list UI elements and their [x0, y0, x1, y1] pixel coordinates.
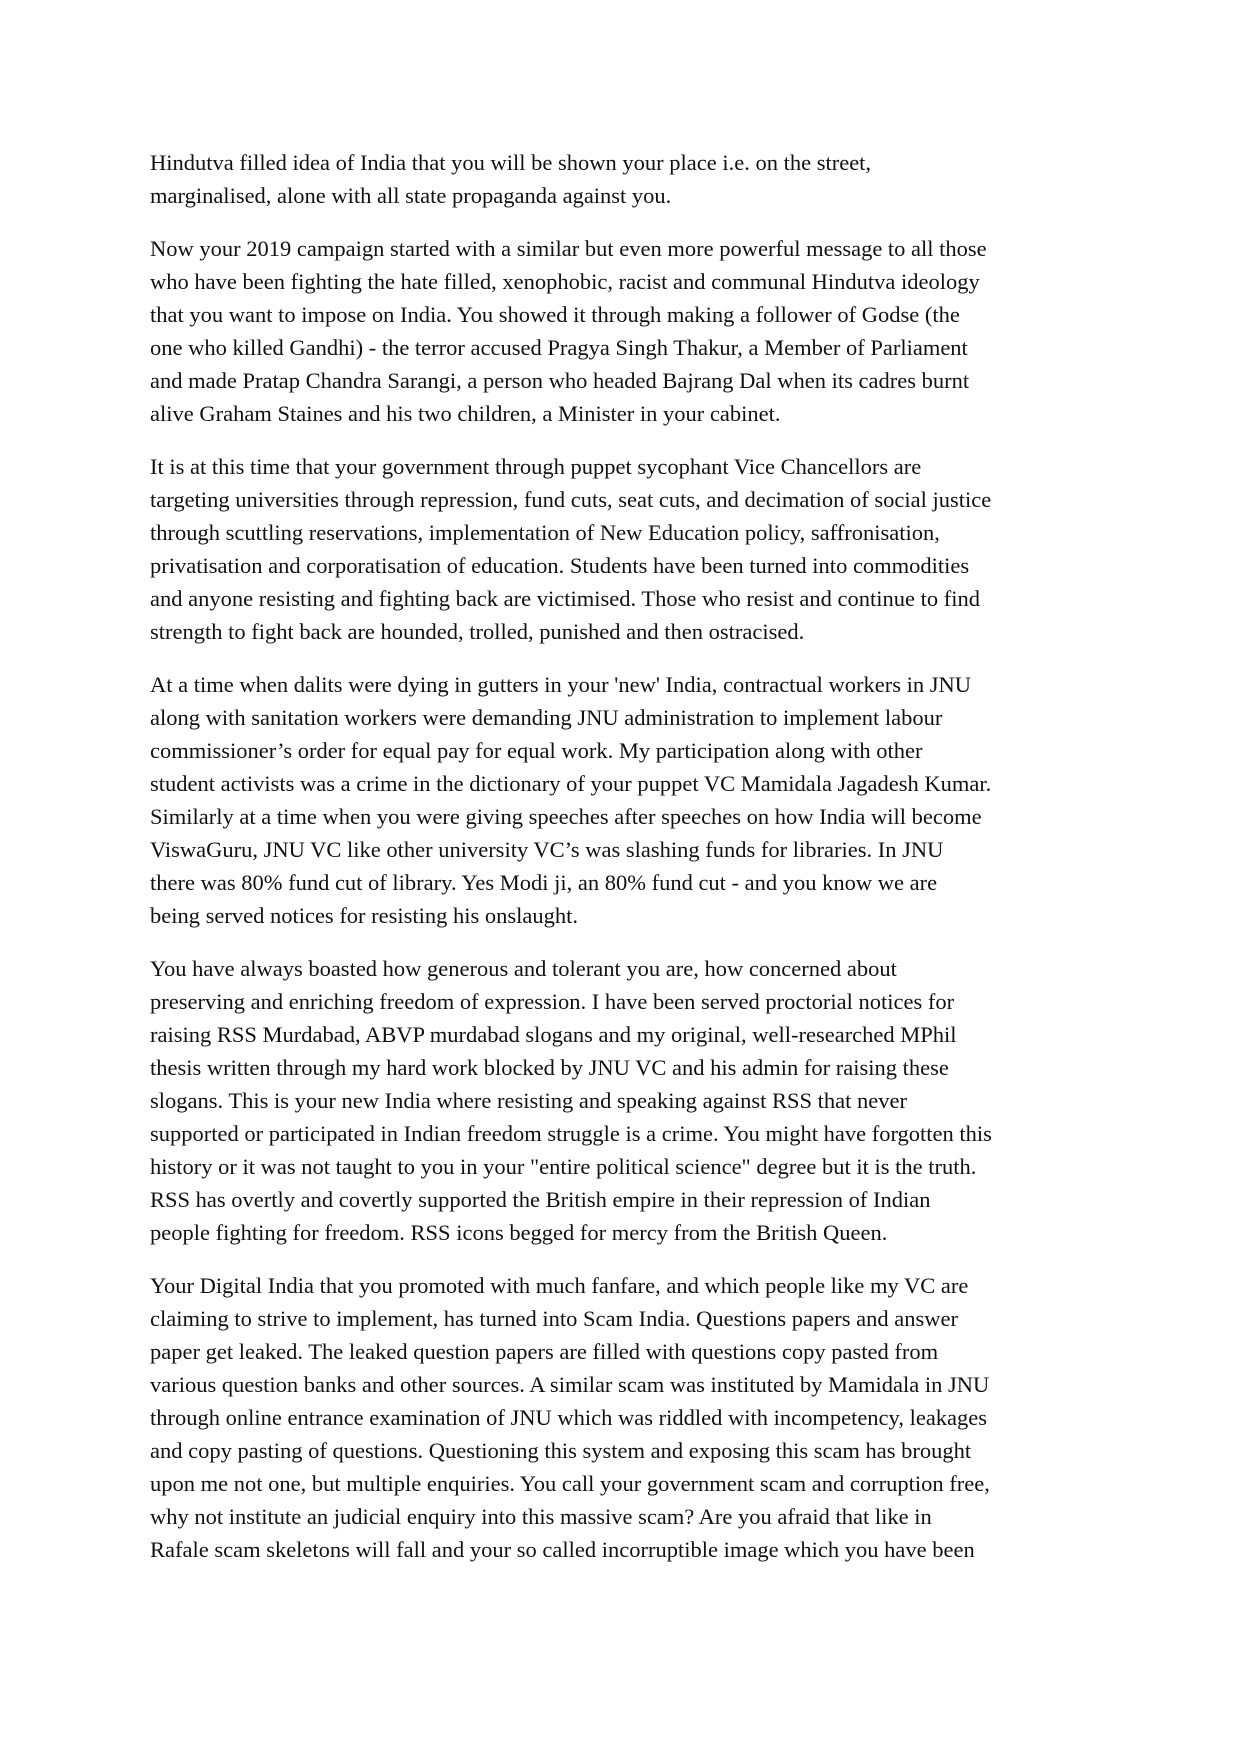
paragraph-3	[150, 450, 1110, 648]
text-line: paper get leaked. The leaked question papers are filled with questions copy pasted from	[150, 1339, 939, 1364]
text-line: marginalised, alone with all state propaganda against you.	[150, 183, 672, 208]
text-line: preserving and enriching freedom of expression. I have been served proctorial notices for	[150, 989, 955, 1014]
text-line: claiming to strive to implement, has turned into Scam India. Questions papers and answer	[150, 1306, 958, 1331]
paragraph-1	[150, 146, 1110, 212]
text-line: raising RSS Murdabad, ABVP murdabad slogans and my original, well-researched MPhil	[150, 1022, 957, 1047]
text-line: commissioner’s order for equal pay for equal work. My participation along with other	[150, 738, 923, 763]
text-line: and copy pasting of questions. Questioning this system and exposing this scam has brought	[150, 1438, 972, 1463]
text-line: and made Pratap Chandra Sarangi, a person who headed Bajrang Dal when its cadres burnt	[150, 368, 970, 393]
text-line: privatisation and corporatisation of education. Students have been turned into commodities	[150, 553, 970, 578]
letter-body	[150, 146, 1110, 1586]
text-line: and anyone resisting and fighting back are victimised. Those who resist and continue to find	[150, 586, 981, 611]
text-line: It is at this time that your government through puppet sycophant Vice Chancellors are	[150, 454, 922, 479]
text-line: being served notices for resisting his onslaught.	[150, 903, 579, 928]
text-line: Rafale scam skeletons will fall and your so called incorruptible image which you have been	[150, 1537, 975, 1562]
text-line: Similarly at a time when you were giving speeches after speeches on how India will become	[150, 804, 982, 829]
text-line: through scuttling reservations, implementation of New Education policy, saffronisation,	[150, 520, 940, 545]
text-line: there was 80% fund cut of library. Yes Modi ji, an 80% fund cut - and you know we are	[150, 870, 938, 895]
text-line: Your Digital India that you promoted with much fanfare, and which people like my VC are	[150, 1273, 969, 1298]
text-line: student activists was a crime in the dictionary of your puppet VC Mamidala Jagadesh Kumar.	[150, 771, 992, 796]
text-line: targeting universities through repression, fund cuts, seat cuts, and decimation of social justice	[150, 487, 992, 512]
text-line: through online entrance examination of JNU which was riddled with incompetency, leakages	[150, 1405, 988, 1430]
text-line: why not institute an judicial enquiry into this massive scam? Are you afraid that like in	[150, 1504, 932, 1529]
text-line: supported or participated in Indian freedom struggle is a crime. You might have forgotten this	[150, 1121, 992, 1146]
text-line: people fighting for freedom. RSS icons begged for mercy from the British Queen.	[150, 1220, 888, 1245]
text-line: that you want to impose on India. You showed it through making a follower of Godse (the	[150, 302, 960, 327]
text-line: history or it was not taught to you in your "entire political science" degree but it is the truth.	[150, 1154, 977, 1179]
text-line: ViswaGuru, JNU VC like other university VC’s was slashing funds for libraries. In JNU	[150, 837, 944, 862]
text-line: alive Graham Staines and his two children, a Minister in your cabinet.	[150, 401, 781, 426]
text-line: You have always boasted how generous and tolerant you are, how concerned about	[150, 956, 897, 981]
paragraph-4	[150, 668, 1110, 932]
text-line: upon me not one, but multiple enquiries. You call your government scam and corruption free,	[150, 1471, 990, 1496]
text-line: RSS has overtly and covertly supported the British empire in their repression of Indian	[150, 1187, 931, 1212]
paragraph-2	[150, 232, 1110, 430]
text-line: one who killed Gandhi) - the terror accused Pragya Singh Thakur, a Member of Parliament	[150, 335, 968, 360]
paragraph-6	[150, 1269, 1110, 1566]
text-line: Hindutva filled idea of India that you will be shown your place i.e. on the street,	[150, 150, 872, 175]
text-line: Now your 2019 campaign started with a similar but even more powerful message to all those	[150, 236, 987, 261]
text-line: thesis written through my hard work blocked by JNU VC and his admin for raising these	[150, 1055, 949, 1080]
text-line: who have been fighting the hate filled, xenophobic, racist and communal Hindutva ideology	[150, 269, 980, 294]
text-line: along with sanitation workers were demanding JNU administration to implement labour	[150, 705, 943, 730]
paragraph-5	[150, 952, 1110, 1249]
text-line: various question banks and other sources. A similar scam was instituted by Mamidala in JNU	[150, 1372, 990, 1397]
text-line: strength to fight back are hounded, trolled, punished and then ostracised.	[150, 619, 805, 644]
text-line: slogans. This is your new India where resisting and speaking against RSS that never	[150, 1088, 907, 1113]
text-line: At a time when dalits were dying in gutters in your 'new' India, contractual workers in JNU	[150, 672, 972, 697]
